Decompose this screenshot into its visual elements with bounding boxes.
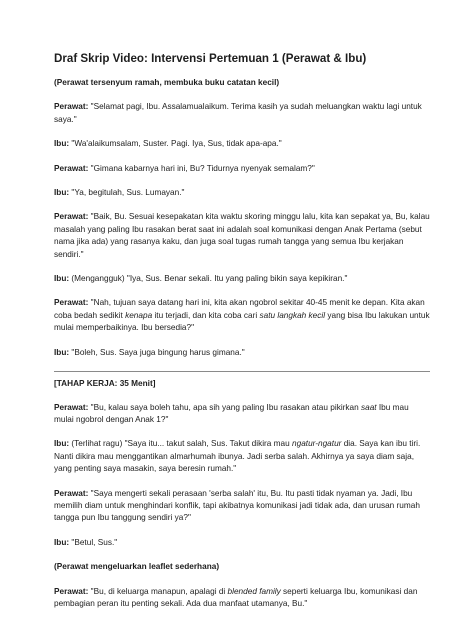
speaker-label: Ibu: [54,274,70,284]
dialogue-line [54,211,430,261]
dialogue-line [54,297,430,334]
dialogue-text: "Wa'alaikumsalam, Suster. Pagi. Iya, Sus, tidak apa-apa." [69,139,282,149]
emphasis-text: kenapa [125,310,153,320]
dialogue-line [54,537,430,549]
dialogue-line [54,347,430,359]
dialogue-text: "Baik, Bu. Sesuai kesepakatan kita waktu skoring minggu lalu, kita kan sepakat ya, Bu, kalau masalah yang paling Ibu rasakan berat saat ini adalah soal komunikasi dengan Anak Pertama (sebut nama jika ada) yang rasanya kaku, dan juga soal tugas rumah tangga yang semua Ibu kerjakan sendiri." [54,212,430,259]
dialogue-text: itu terjadi, dan kita coba cari [152,310,260,320]
speaker-label: Perawat: [54,488,89,498]
stage-direction-opening: (Perawat tersenyum ramah, membuka buku catatan kecil) [54,78,280,87]
speaker-label: Perawat: [54,298,89,308]
dialogue-line [54,586,430,611]
section-heading: [TAHAP KERJA: 35 Menit] [54,379,156,389]
speaker-label: Ibu: [54,188,70,198]
stage-direction-leaflet: (Perawat mengeluarkan leaflet sederhana) [54,562,220,572]
dialogue-text: seperti keluarga Ibu, komunikasi dan pembagian peran itu penting sekali. Ada dua manfaat utamanya, Bu." [54,586,418,608]
speaker-label: Perawat: [54,586,89,596]
dialogue-text: Ibu mau mulai ngobrol dengan Anak 1?" [54,402,409,424]
document-page [54,52,430,622]
dialogue-text: "Saya mengerti sekali perasaan 'serba salah' itu, Bu. Itu pasti tidak nyaman ya. Jadi, Ibu memilih diam untuk menghindari konflik, tapi akibatnya komunikasi jadi tidak ada, dan urusan rumah tangga pun Ibu tanggung sendiri ya?" [54,488,420,523]
speaker-label: Perawat: [54,212,89,222]
dialogue-line [54,138,430,150]
emphasis-text: saat [361,402,377,412]
speaker-label: Ibu: [54,439,70,449]
emphasis-text: blended family [227,586,281,596]
section-divider [54,371,430,372]
dialogue-text: "Betul, Sus." [69,537,118,547]
dialogue-line [54,187,430,199]
dialogue-text: "Bu, kalau saya boleh tahu, apa sih yang paling Ibu rasakan atau pikirkan [88,402,361,412]
dialogue-line [54,101,430,126]
speaker-label: Perawat: [54,402,89,412]
dialogue-line [54,402,430,427]
dialogue-text: "Bu, di keluarga manapun, apalagi di [88,586,228,596]
dialogue-text: yang bisa Ibu lakukan untuk mulai memperbaikinya. Ibu bersedia?" [54,310,430,333]
speaker-label: Ibu: [54,537,70,547]
dialogue-text: "Ya, begitulah, Sus. Lumayan." [69,188,185,198]
dialogue-text: "Nah, tujuan saya datang hari ini, kita akan ngobrol sekitar 40-45 menit ke depan. Kita akan coba bedah sedikit [54,298,425,320]
dialogue-text: (Mengangguk) "Iya, Sus. Benar sekali. Itu yang paling bikin saya kepikiran." [69,274,348,284]
speaker-label: Ibu: [54,139,70,149]
dialogue-text: "Gimana kabarnya hari ini, Bu? Tidurnya nyenyak semalam?" [88,163,315,173]
dialogue-part-1 [54,101,430,359]
dialogue-line [54,438,430,475]
emphasis-text: ngatur-ngatur [292,439,342,449]
dialogue-text: (Terlihat ragu) "Saya itu... takut salah, Sus. Takut dikira mau [69,439,293,449]
dialogue-line [54,163,430,175]
dialogue-part-2 [54,402,430,550]
emphasis-text: satu langkah kecil [259,310,326,320]
dialogue-part-3 [54,586,430,611]
dialogue-text: dia. Saya kan ibu tiri. Nanti dikira mau menggantikan almarhumah ibunya. Jadi serba salah. Akhirnya ya saya diam saja, yang penting saya masakin, saya beresin rumah." [54,439,421,474]
speaker-label: Ibu: [54,347,70,357]
dialogue-text: "Selamat pagi, Ibu. Assalamualaikum. Terima kasih ya sudah meluangkan waktu lagi untuk saya." [54,102,422,124]
document-title: Draf Skrip Video: Intervensi Pertemuan 1 (Perawat & Ibu) [54,52,367,65]
dialogue-line [54,273,430,285]
dialogue-line [54,488,430,525]
speaker-label: Perawat: [54,163,89,173]
speaker-label: Perawat: [54,102,89,112]
dialogue-text: "Boleh, Sus. Saya juga bingung harus gimana." [69,347,245,357]
